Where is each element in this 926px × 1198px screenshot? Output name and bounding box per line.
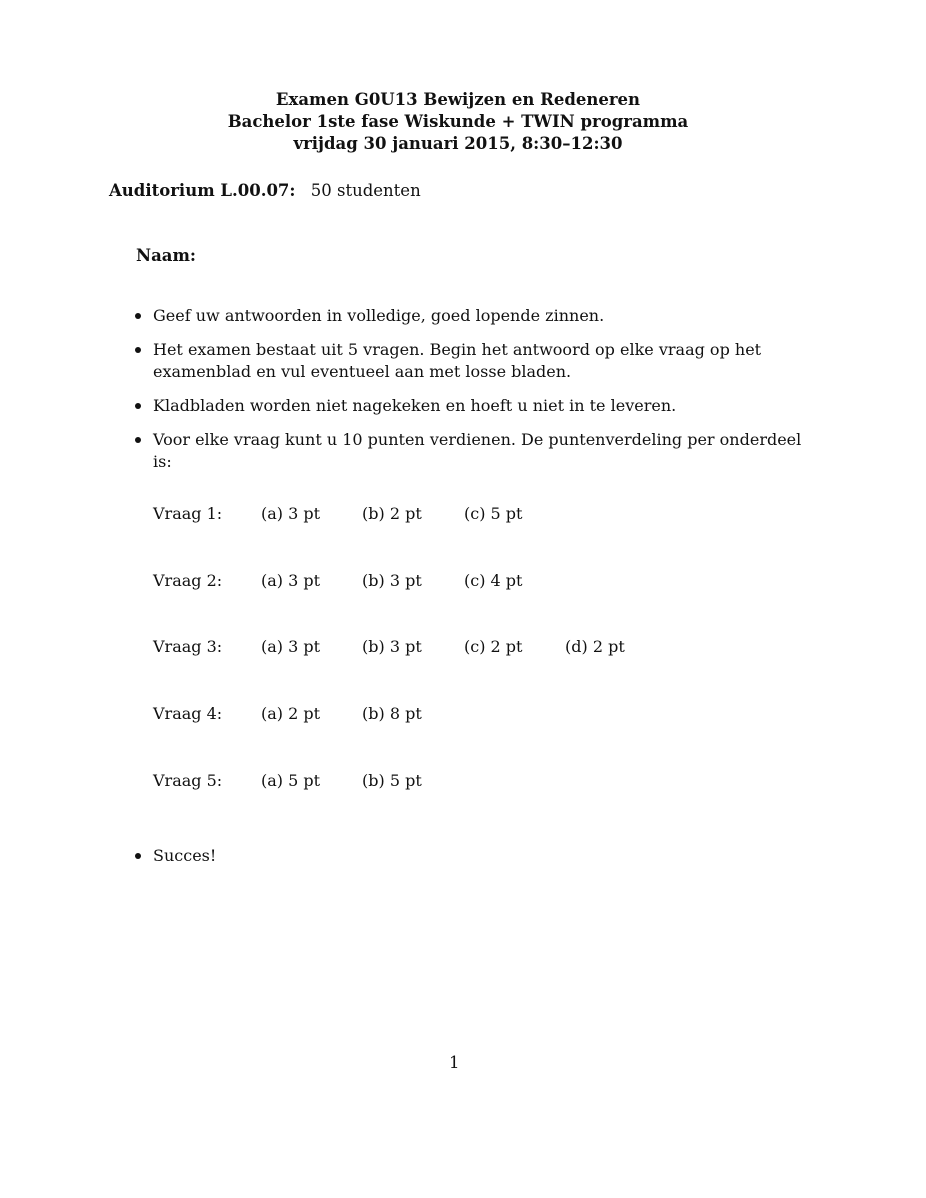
exam-title: Examen G0U13 Bewijzen en Redeneren: [275, 90, 641, 109]
part-points: (c) 2 pt: [464, 637, 523, 657]
instruction-text: Het examen bestaat uit 5 vragen. Begin het antwoord op elke vraag op het examenblad en vul eventueel aan met losse bladen.: [153, 340, 762, 381]
bullet-icon: [135, 403, 141, 409]
page-number: 1: [449, 1053, 460, 1072]
part-points: (a) 3 pt: [261, 637, 321, 657]
instruction-item: [132, 429, 802, 473]
instruction-item: [132, 395, 802, 417]
part-points: (c) 5 pt: [464, 504, 523, 523]
part-points: (c) 4 pt: [464, 570, 523, 590]
exam-program: Bachelor 1ste fase Wiskunde + TWIN programma: [227, 112, 689, 131]
instruction-text: Geef uw antwoorden in volledige, goed lopende zinnen.: [153, 306, 605, 325]
bullet-icon: [135, 437, 141, 443]
part-points: (b) 2 pt: [362, 504, 422, 523]
question-label: Vraag 4:: [153, 704, 223, 724]
bullet-icon: [135, 347, 141, 353]
bullet-icon: [135, 313, 141, 319]
instruction-list: [132, 305, 802, 485]
part-points: (d) 2 pt: [565, 637, 625, 657]
exam-header: [0, 89, 916, 155]
name-label: Naam:: [136, 246, 197, 265]
question-label: Vraag 2:: [153, 570, 223, 590]
part-points: (a) 3 pt: [261, 570, 321, 590]
closing-item: [132, 845, 216, 867]
student-count: 50 studenten: [310, 181, 421, 200]
part-points: (b) 3 pt: [362, 570, 422, 590]
part-points: (b) 8 pt: [362, 704, 422, 724]
question-label: Vraag 5:: [153, 770, 223, 790]
part-points: (a) 2 pt: [261, 704, 321, 724]
instruction-item: [132, 339, 802, 383]
part-points: (b) 5 pt: [362, 770, 422, 790]
instruction-item: [132, 305, 802, 327]
instruction-text: Kladbladen worden niet nagekeken en hoeft u niet in te leveren.: [153, 396, 677, 415]
auditorium-line: [109, 181, 421, 200]
instruction-text: Voor elke vraag kunt u 10 punten verdienen. De puntenverdeling per onderdeel is:: [153, 430, 802, 471]
auditorium-room: Auditorium L.00.07:: [109, 181, 296, 200]
exam-date: vrijdag 30 januari 2015, 8:30–12:30: [293, 134, 623, 153]
part-points: (b) 3 pt: [362, 637, 422, 657]
closing-text: Succes!: [153, 846, 217, 865]
question-label: Vraag 1:: [153, 504, 223, 523]
bullet-icon: [135, 853, 141, 859]
question-label: Vraag 3:: [153, 637, 223, 657]
part-points: (a) 5 pt: [261, 770, 321, 790]
part-points: (a) 3 pt: [261, 504, 321, 523]
